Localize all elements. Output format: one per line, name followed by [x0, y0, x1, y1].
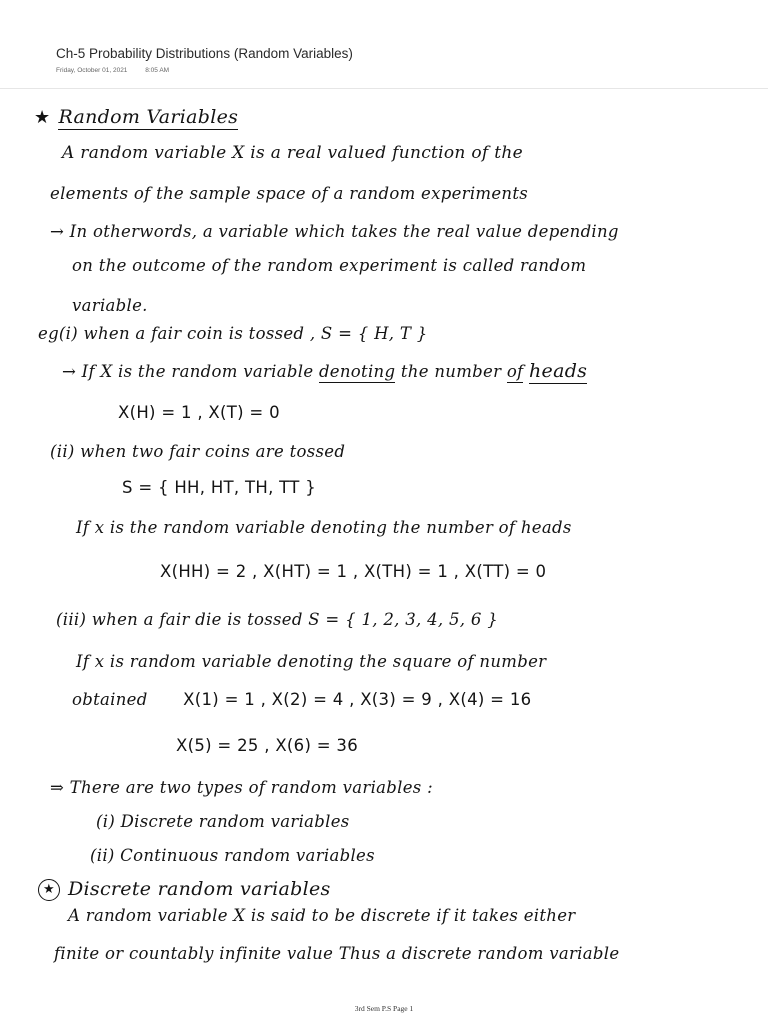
note-line-11: If x is the random variable denoting the number of heads: [76, 518, 572, 537]
note-line-7: [62, 360, 587, 382]
note-line-7-heads: heads: [529, 360, 588, 382]
note-line-18: (i) Discrete random variables: [96, 812, 350, 831]
note-line-1: A random variable X is a real valued function of the: [62, 143, 523, 163]
star-icon: ★: [34, 107, 51, 128]
page-footer: 3rd Sem P.S Page 1: [354, 1004, 414, 1013]
circled-star-icon: ★: [38, 879, 60, 901]
note-line-9: (ii) when two fair coins are tossed: [50, 442, 346, 461]
note-line-17: ⇒ There are two types of random variables :: [50, 778, 433, 797]
note-line-15-values: X(1) = 1 , X(2) = 4 , X(3) = 9 , X(4) = 16: [183, 690, 532, 709]
note-line-7-denoting: denoting: [318, 362, 396, 381]
header-divider: [0, 88, 768, 89]
note-line-5: variable.: [72, 296, 148, 315]
note-line-20: A random variable X is said to be discrete if it takes either: [68, 906, 576, 925]
note-line-7-part-a: → If X is the random variable: [62, 362, 314, 381]
heading-text: Random Variables: [58, 106, 239, 128]
note-line-8: X(H) = 1 , X(T) = 0: [118, 403, 280, 422]
note-line-3: → In otherwords, a variable which takes the real value depending: [50, 222, 619, 241]
page-meta: [56, 67, 353, 74]
note-line-7-part-c: the number: [400, 362, 502, 381]
note-line-13: (iii) when a fair die is tossed S = { 1, 2, 3, 4, 5, 6 }: [56, 610, 499, 629]
note-line-2: elements of the sample space of a random experiments: [50, 184, 529, 203]
note-line-16: X(5) = 25 , X(6) = 36: [176, 736, 359, 755]
heading-discrete: [38, 878, 331, 901]
note-line-10: S = { HH, HT, TH, TT }: [122, 478, 316, 497]
note-line-15: [72, 690, 531, 709]
page-date: Friday, October 01, 2021: [56, 67, 128, 74]
note-line-6: eg(i) when a fair coin is tossed , S = { H, T }: [38, 324, 428, 343]
note-line-15-obtained: obtained: [72, 690, 148, 709]
note-line-12: X(HH) = 2 , X(HT) = 1 , X(TH) = 1 , X(TT) = 0: [160, 562, 547, 581]
page-title: Ch-5 Probability Distributions (Random Variables): [56, 46, 353, 61]
note-line-14: If x is random variable denoting the square of number: [76, 652, 547, 671]
note-line-19: (ii) Continuous random variables: [90, 846, 375, 865]
note-line-21: finite or countably infinite value Thus a discrete random variable: [54, 944, 620, 963]
page-header: [56, 46, 353, 74]
page-time: 8:05 AM: [145, 67, 170, 74]
note-line-4: on the outcome of the random experiment is called random: [72, 256, 587, 275]
heading-discrete-text: Discrete random variables: [68, 878, 331, 900]
heading-random-variables: [34, 106, 238, 128]
note-line-7-of: of: [506, 362, 524, 381]
